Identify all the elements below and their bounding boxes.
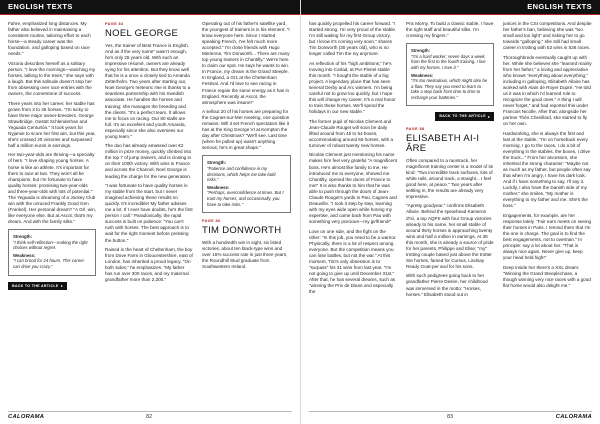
paragraph: There years into her career, her stable has grown from 3 to 45 horses. "I'm lucky to have three major owner-breeders, George Strawbridge, Gestüt Schlenderhan and Yeguada Centurión." It took years for Nyjamie to score her first win, but this year, she's crossed 20 victories and surpassed half a million euros in earnings. [8, 100, 96, 148]
back-button-label: BACK TO THE ARTICLE [12, 283, 59, 288]
strength-label: Strength: [13, 234, 33, 239]
paragraph: Nicolas Clement just mentioning his name makes him feel very grateful "A magnificent boss. He's almost like family to me. He introduced me to everyone, showed me Chantilly, opened the doors of France to me!" It is also thanks to him that he was able to push through the doors of Jean-Claude Rouget's yards in Pau, Cagnes and Deauville. "I took it step by step, learning with my eyes wide open while honing my expertise, and came back from Pau with something very precious—my girlfriend!" [309, 152, 397, 224]
profile-name: TIM DONWORTH [202, 225, 282, 237]
header-rule [301, 14, 600, 15]
strength-text: "I'm a hard worker; seven days a week, from the first to the fourth training. I live with my horses. I love it." [411, 53, 486, 70]
page-number: 83 [447, 414, 454, 420]
column-1 [309, 21, 397, 299]
strength-weakness-box [202, 155, 291, 213]
brand-logo: CALORAMA [8, 414, 45, 420]
paragraph: Operating out of his father's satellite yard, the youngest of trainers is in his element: "I know everyone here. Since I started speaking French, I've felt much more accepted." I'm close friends with Hugo Merienne, Tim Donworth... There are many top young trainers in Chantilly." We're here to claim our spot. He says he wants to win. In France, my dream is the Grand Steeple. In England, a Gr1 at the Cheltenham Festival. And I'd love to see racing in France regain the same energy as it has in England. Recently at Ascot, the atmosphere was insane!" [202, 21, 290, 105]
paragraph: Victoria describes herself as a solitary person. "I love the mornings—watching my horses, talking to the trees," she says with a laugh. But this solitude doesn't stop her from obsessing over race entries with the owners, the cornerstone of success. [8, 60, 96, 97]
column-3 [503, 21, 592, 292]
strength-weakness-box [8, 229, 96, 276]
strength-label: Strength: [411, 48, 431, 54]
page-number: 82 [146, 414, 153, 420]
paragraph: Deep inside her there's a XXL dream: "Winning the Grand Steeplechase, a though winning very nice races with a good flat horse would also delight me." [503, 264, 591, 288]
back-button-label: BACK TO THE ARTICLE [439, 114, 486, 119]
paragraph: Often compared to a racetrack, her magnificent training center is a model of its kind: "Two incredible track surfaces, lots of white rails, around track, a straight... I feel good here, at peace." Two years after settling in, the results are already very impressive. [406, 157, 494, 199]
back-button-row [406, 111, 494, 120]
strength-weakness-box [406, 43, 494, 106]
footer-rule [8, 411, 292, 412]
paragraph: Fahre, emphasized long distances. My father also believed in maintaining a consistent routine, tailoring effort to each horse—a steady career was the foundation, and galloping based on race needs." [8, 21, 91, 57]
strength-text: "I think self-reflection—making the right choices without regret. [13, 239, 88, 251]
paragraph: A sellout 20 of his horses are preparing for the Cagnes-sur-Mer meeting, one question remains: Will it set French spectators like it has at the King George VI at Kempton the day after Christmas? "We'll see. Last time (when he pulled up) wasn't anything serious; he's in great shape." [202, 109, 290, 151]
header-rule [0, 14, 300, 15]
strength-text: "Patience and confidence in my decisions, which helps me take bold risks." [207, 166, 276, 183]
column-3 [202, 21, 291, 274]
paragraph: As reflection of his "high ambitions," he's moving into Carlad, at Pur-Fleriel stable this month. "I bought the stable of a big project. A legendary place that has seen several Derby and Arc winners. I'm being careful not to grow too quickly, but I hope this will change my career. It's a real honor to train these horses. We'll spend the holidays in our new stable." [309, 60, 396, 115]
column-2 [105, 21, 193, 287]
weakness-text: "Perhaps, overconfidence at times. But I trust my horses, and occasionally, you have to take risks." [207, 190, 284, 207]
weakness-label: Weakness: [411, 72, 434, 78]
paragraph: The former pupil of Nicolas Clement and Jean-Claude Rouget will soon be daily lifted around from 45 to 54 boxes, accommodating around 55 horses, with a turnover of robust twenty new horses. [309, 118, 394, 148]
paragraph: With a hundredth win in sight, six listed victories, about ten black-type wins and over 15% success rate in just three years, the Roundhill Stud graduate from Southwestern Ireland [202, 240, 288, 270]
strength-label: Strength: [207, 160, 227, 166]
profile-name: ELISABETH AI-I ÂRE [406, 132, 480, 154]
profile-tag: PAGE 84 [105, 22, 124, 26]
weakness-text: "I can brood for 24 hours. This career can drive you crazy." [13, 258, 85, 269]
paragraph: Her two-year-olds are thriving—a specialty of hers. "I love shaping young horses. A horse is like an athlete. It's important for them to race at two. They won't all be champions, but I'm fortunate to have quality horses: promising two-year-olds and three-year-olds with lots of potential." The Yeguada is dreaming of a Jockey Club win with the unraced Frankly Good Gen (Frankel). Her personal dream? "A Grl. win, like everyone else. But at Ascot, that's my dream. And with the family silks." [8, 152, 96, 224]
profile-tag: PAGE 88 [406, 126, 425, 131]
paragraph: With such pedigrees going back to her grandfather Pierre Desire, her childhood was immersed in the motto: "Horses, horses." Elisabeth stood out in [406, 273, 488, 297]
page-83 [300, 0, 600, 424]
paragraph: juniors in the CSI competitions. And despite her father's ban, believing she was "too small and too light" and risking her to go towards "galloping," she still had small career in trotting with 53 wins in 536 races. [503, 21, 592, 51]
back-to-article-button[interactable] [8, 282, 67, 290]
paragraph: "Apretty goodyear," confirms Elisabeth Allaire. Behind the spearhead Kameron d'Ici, a top AQPS with four Group victories already to his name, her small stable of around thirty horses is approaching twenty wins and half a million in earnings. At 38 this month, she is already a source of pride for her parents, Philippe and Elise; "my" trotting couple based just above the trotter Ste horses, famed for Cursus, Lindsay Ready Goat-per and for his sons. [406, 203, 494, 269]
arrow-right-icon [488, 116, 490, 118]
column-2 [406, 21, 494, 301]
weakness-label: Weakness: [207, 184, 230, 190]
column-1 [8, 21, 96, 290]
paragraph: "I was fortunate to have quality horses in my stable from the start, but I never imagined achieving these results so quickly. It's incredible! My father advises me a lot. If I ever have doubts, he's the first person I call." Paradoxically, the rapid success is built on patience: "You can't rush with horses. The best approach is to wait for the right moment before pressing the button." [105, 183, 193, 243]
header-band [0, 0, 300, 14]
paragraph: Raised in the heart of Cheltenham, the boy from Dove Farm in Gloucestershire, east of London, has inherited a proud legacy. "On both sides," he emphasizes. "My father has run over 300 races, and my maternal grandfather more than 2,200." [105, 247, 193, 283]
back-to-article-button[interactable] [435, 112, 494, 120]
paragraph: has quickly propelled his career forward. "I started strong. I'm very proud of the stable. I'm still waiting for my first Group victory, but I know it's coming very soon," shares Tim Donworth (30 years old), who is no longer called Tim the Ivy anymore. [309, 21, 397, 57]
paragraph: The duo has already amassed over €2 million in prize money, quickly climbed into the top 7 of jump trainers, and is closing in on their 100th victory. With wins in France and across the Channel, Noel George is leading the charge for the new generation. [105, 143, 192, 179]
header-band [301, 0, 600, 14]
paragraph: Thoroughbreds eventually caught up with her. While she believes she "learned mainly from her father," a loving and appreciative who knows "everything about everything," including in galloping, Elisabeth Allaire has worked with Alain de Royer Dupré. "He told us it was in which I'd learned role to recognize the good ones." A thing I will never forget," and had reported this under Francois Nicolle. After that, alongside her partner Théo Chevillard, she started to fly on her own. [503, 54, 592, 127]
profile-tag: PAGE 86 [202, 219, 221, 224]
section-title: ENGLISH TEXTS [8, 2, 73, 11]
profile-name: NOEL GEORGE [105, 28, 179, 40]
paragraph: Hardworking, she is always the first and last at the stable. "I'm on horseback every morning, I go to the races, I do a bit of everything in the stables, the boxes, I drive the truck..." From her ancestors, she inherited the strong character: "Maybe not as much as my father, but people often say that when I'm angry, I have his dark look. And if I have something to say, I'll say it. Luckily, I also have the Danish side of my mother," she smiles. "My mother is everything to my father and me. She's the boss." [503, 130, 591, 209]
arrow-right-icon [61, 285, 63, 287]
footer-rule [309, 411, 592, 412]
paragraph: Love on one side, and the fight on the other: "In this job, you need to be a warrior. Physically, there is a lot of respect among everyone. But the competition means you can lose battles, but not the war." At this moment, Tim's only obsession is to "surpass" his 31 wins from last year. "I'm not going to give up until December 31st." After that, he has several dreams, such as "winning the Prix de Diane and especially the [309, 228, 397, 294]
paragraph: Prix Morny. To build a classic stable, I have the right staff and beautiful silks. I'm crossing my fingers." [406, 21, 494, 39]
weakness-text: "I'm too meticulous, which might also be a flaw. They say you need to learn to take a step back from time to time to recharge your batteries." [411, 78, 488, 100]
paragraph: Engagements, for example, are her response lately. "Fair earn meets on seeing their horses in Paris. I remind them that I'm the one in charge. The goal is to find the best engagements, not to overtrain." In principle: say a lot about her. "That is always nice again. Never give up, keep your head held high!" [503, 212, 592, 261]
section-title: ENGLISH TEXTS [527, 2, 592, 11]
weakness-label: Weakness: [13, 252, 36, 258]
brand-logo: CALORAMA [555, 414, 592, 420]
paragraph: Yes, the trainer of Best France is English. And as if the very name" wasn't enough, he's only 25 years old. With such an impressive résumé, owners are already vying for his attention. But they know well that he is a once a closely tied to Amanda Zetterholm. Two years after starting out, Noel George's meteoric rise is thanks to a seamless partnership with his Swedish associate. He handles the horses and training; she manages the breeding and the clients. "It's a perfect team. It allows me to focus on racing. Our 80 stalls are full. It's an excellent and youth Amanda, especially since she also oversees our young team." [105, 43, 191, 139]
